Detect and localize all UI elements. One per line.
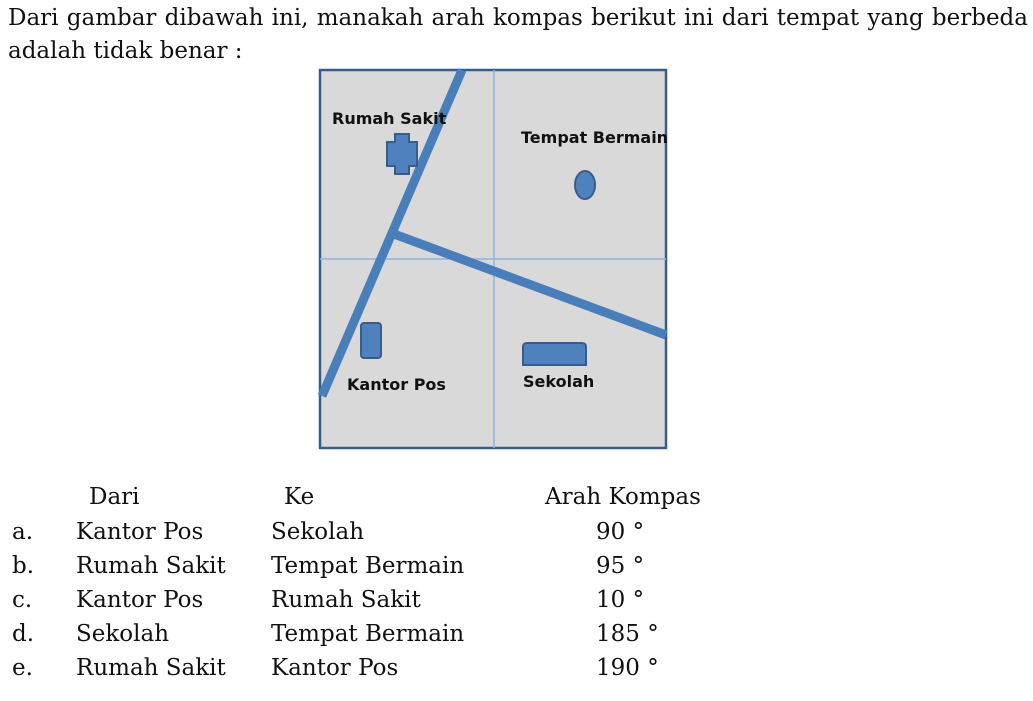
- post-office-icon: [361, 323, 381, 358]
- header-to: Ke: [284, 484, 315, 510]
- option-from: Kantor Pos: [76, 587, 204, 613]
- option-to: Kantor Pos: [271, 655, 399, 681]
- option-row-b: [0, 553, 1033, 587]
- option-letter: c.: [12, 587, 33, 613]
- option-to: Tempat Bermain: [271, 553, 465, 579]
- option-row-c: [0, 587, 1033, 621]
- option-from: Sekolah: [76, 621, 170, 647]
- option-from: Kantor Pos: [76, 519, 204, 545]
- option-to: Tempat Bermain: [271, 621, 465, 647]
- option-from: Rumah Sakit: [76, 553, 226, 579]
- label-hospital: Rumah Sakit: [332, 109, 447, 128]
- option-direction: 190 °: [596, 655, 659, 681]
- map-svg: [318, 68, 668, 450]
- option-to: Sekolah: [271, 519, 365, 545]
- option-direction: 90 °: [596, 519, 645, 545]
- school-icon: [523, 343, 586, 365]
- option-letter: e.: [12, 655, 33, 681]
- option-direction: 95 °: [596, 553, 645, 579]
- option-letter: d.: [12, 621, 35, 647]
- label-playground: Tempat Bermain: [521, 128, 668, 147]
- question-text: Dari gambar dibawah ini, manakah arah kompas berikut ini dari tempat yang berbeda adalah tidak benar :: [8, 5, 1028, 64]
- label-post-office: Kantor Pos: [347, 375, 446, 394]
- option-direction: 185 °: [596, 621, 659, 647]
- map-diagram: [318, 68, 668, 450]
- option-to: Rumah Sakit: [271, 587, 421, 613]
- playground-icon: [575, 171, 595, 199]
- option-row-e: [0, 655, 1033, 689]
- header-from: Dari: [89, 484, 140, 510]
- option-letter: a.: [12, 519, 34, 545]
- option-letter: b.: [12, 553, 35, 579]
- option-row-a: [0, 519, 1033, 553]
- option-row-d: [0, 621, 1033, 655]
- header-direction: Arah Kompas: [545, 484, 701, 510]
- label-school: Sekolah: [523, 372, 595, 391]
- option-direction: 10 °: [596, 587, 645, 613]
- option-from: Rumah Sakit: [76, 655, 226, 681]
